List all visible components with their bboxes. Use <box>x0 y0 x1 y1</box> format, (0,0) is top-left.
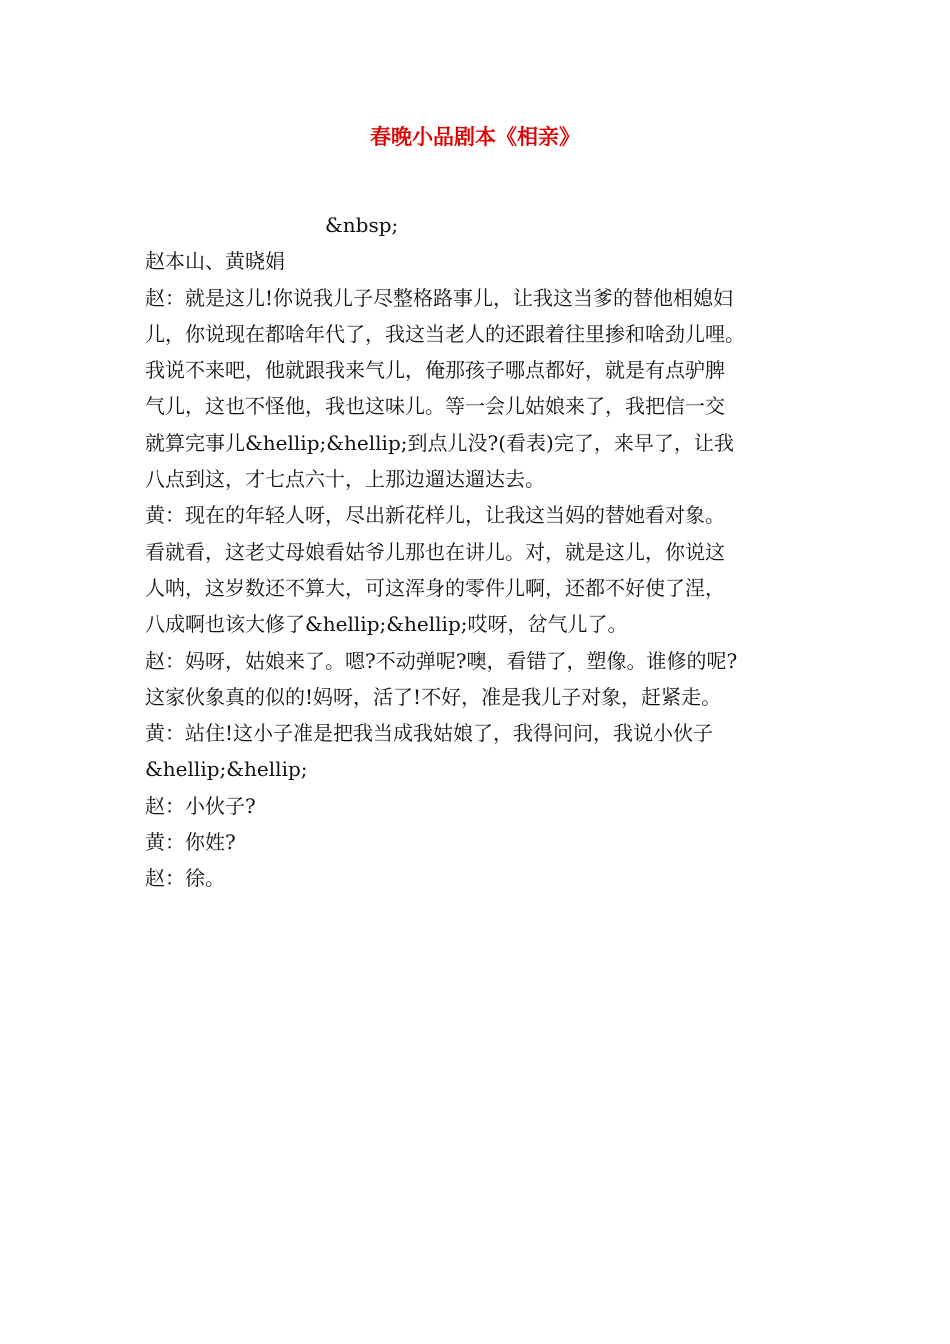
text-line: 气儿，这也不怪他，我也这味儿。等一会儿姑娘来了，我把信一交 <box>145 394 725 419</box>
document-title: 春晚小品剧本《相亲》 <box>370 125 580 149</box>
script-body <box>145 207 810 897</box>
text-line: 黄：你姓? <box>145 830 236 855</box>
text-line: 人呐，这岁数还不算大，可这浑身的零件儿啊，还都不好使了涅， <box>145 575 725 600</box>
cast-line: 赵本山、黄晓娟 <box>145 249 285 274</box>
text-line: 看就看，这老丈母娘看姑爷儿那也在讲儿。对，就是这儿，你说这 <box>145 539 725 564</box>
text-line: 赵：徐。 <box>145 866 225 891</box>
text-line: 这家伙象真的似的!妈呀，活了!不好，准是我儿子对象，赶紧走。 <box>145 684 722 709</box>
text-line: 儿，你说现在都啥年代了，我这当老人的还跟着往里掺和啥劲儿哩。 <box>145 321 745 346</box>
text-line: 八点到这，才七点六十，上那边遛达遛达去。 <box>145 467 545 492</box>
text-line: 就算完事儿&hellip;&hellip;到点儿没?(看表)完了，来早了，让我 <box>145 430 734 455</box>
text-line: 我说不来吧，他就跟我来气儿，俺那孩子哪点都好，就是有点驴脾 <box>145 358 725 383</box>
text-line: &nbsp; <box>325 213 399 237</box>
text-line: 赵：就是这儿!你说我儿子尽整格路事儿，让我这当爹的替他相媳妇 <box>145 285 734 310</box>
text-line: 赵：妈呀，姑娘来了。嗯?不动弹呢?噢，看错了，塑像。谁修的呢? <box>145 648 738 673</box>
text-line: 八成啊也该大修了&hellip;&hellip;哎呀，岔气儿了。 <box>145 612 628 637</box>
text-line: 赵：小伙子? <box>145 793 256 818</box>
text-line: 黄：站住!这小子准是把我当成我姑娘了，我得问问，我说小伙子 <box>145 721 714 746</box>
text-line: &hellip;&hellip; <box>145 757 308 782</box>
text-line: 黄：现在的年轻人呀，尽出新花样儿，让我这当妈的替她看对象。 <box>145 503 725 528</box>
